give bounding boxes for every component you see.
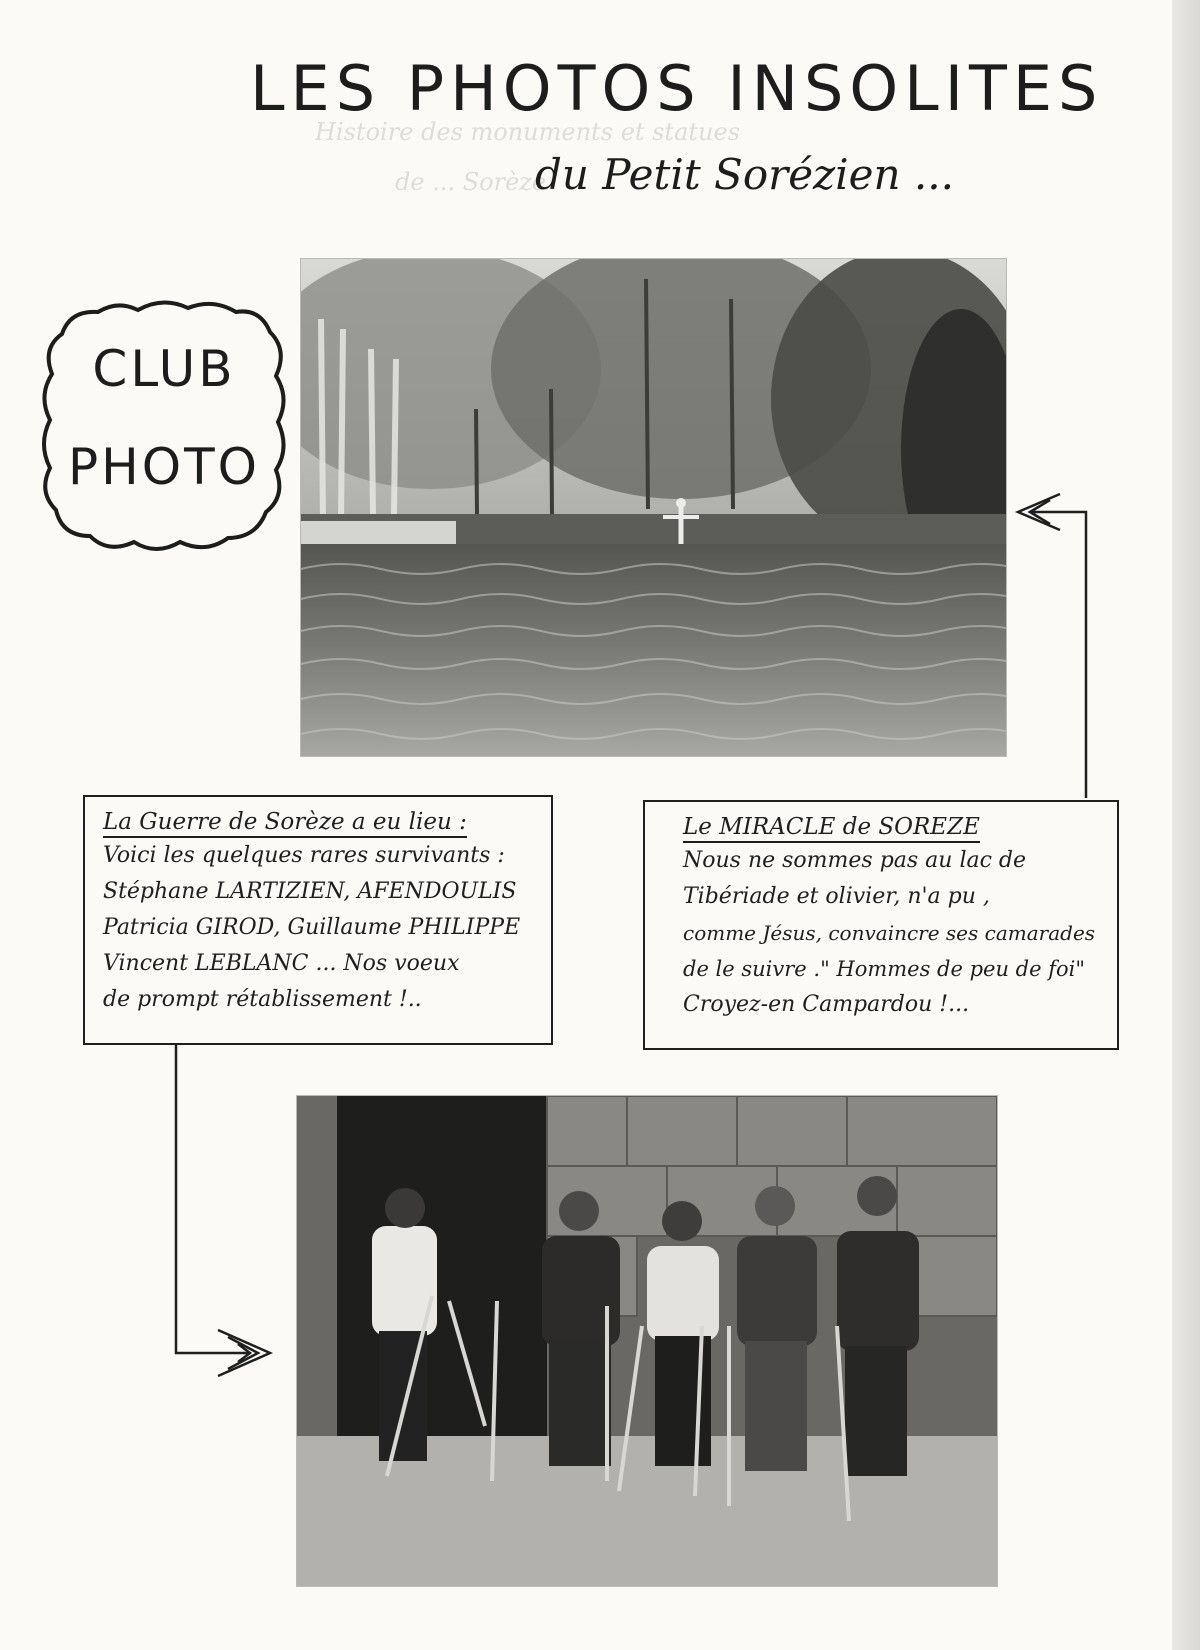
note-right-line-3: comme Jésus, convaincre ses camarades [683, 921, 1096, 945]
note-right-line-1: Nous ne sommes pas au lac de [683, 848, 1027, 873]
note-left-title: La Guerre de Sorèze a eu lieu : [103, 809, 467, 838]
page-title: LES PHOTOS INSOLITES [250, 52, 1104, 125]
note-left-line-2: Stéphane LARTIZIEN, AFENDOULIS [103, 879, 517, 904]
badge-line-photo: PHOTO [67, 438, 260, 496]
badge-line-club: CLUB [92, 340, 236, 398]
note-left-line-1: Voici les quelques rares survivants : [103, 843, 505, 868]
bleed-through-heading-1: Histoire des monuments et statues [315, 118, 741, 146]
note-right-line-4: de le suivre ." Hommes de peu de foi" [683, 957, 1086, 981]
page-subtitle: du Petit Sorézien ... [535, 150, 954, 199]
scan-edge [1172, 0, 1200, 1650]
left-connector-line [176, 1043, 250, 1353]
note-left-line-3: Patricia GIROD, Guillaume PHILIPPE [103, 915, 521, 940]
note-left-line-4: Vincent LEBLANC ... Nos voeux [103, 951, 460, 976]
note-right-line-2: Tibériade et olivier, n'a pu , [683, 884, 990, 909]
note-right-line-5: Croyez-en Campardou !... [683, 992, 970, 1017]
right-connector-line [1030, 512, 1086, 798]
note-left-line-5: de prompt rétablissement !.. [103, 987, 422, 1012]
note-right-title: Le MIRACLE de SOREZE [683, 814, 980, 843]
bleed-through-heading-2: de ... Sorèze [395, 168, 547, 196]
